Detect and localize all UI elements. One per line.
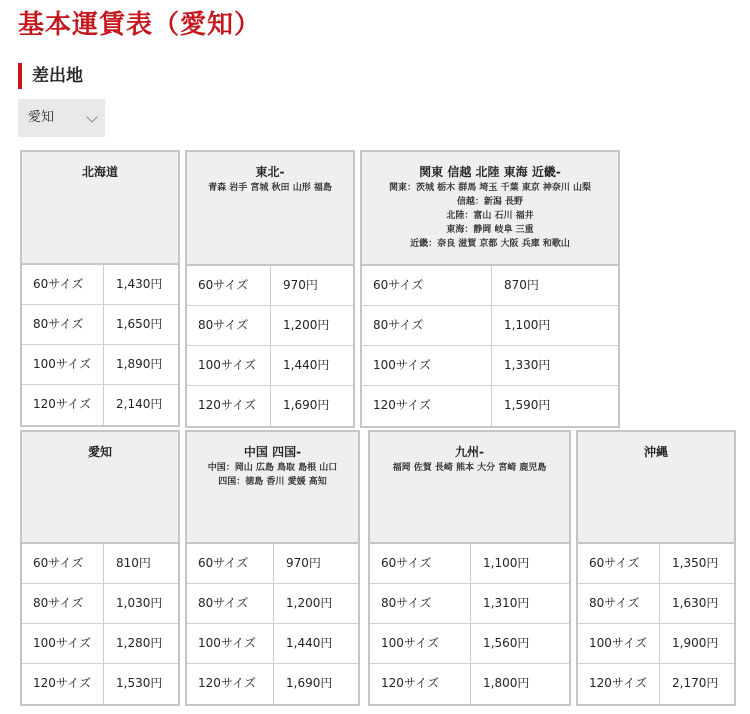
price-table	[22, 265, 178, 425]
region-card-kanto-kinki	[360, 150, 620, 428]
size-label: 100サイズ	[362, 346, 492, 385]
size-label: 100サイズ	[578, 624, 660, 663]
prefecture-list: 中国：岡山 広島 鳥取 島根 山口	[207, 463, 338, 473]
price-value: 1,350円	[672, 556, 719, 570]
page-title: 基本運賃表（愛知）	[18, 10, 262, 40]
prefecture-list: 四国：徳島 香川 愛媛 高知	[218, 477, 327, 487]
price-row	[187, 386, 353, 426]
size-label: 60サイズ	[187, 544, 274, 583]
region-header	[22, 432, 178, 544]
origin-section-heading: 差出地	[18, 63, 83, 89]
origin-select[interactable]	[18, 99, 105, 137]
size-label: 60サイズ	[22, 265, 104, 304]
prefecture-list: 福岡 佐賀 長崎 熊本 大分 宮崎 鹿児島	[392, 463, 547, 473]
size-label: 120サイズ	[187, 664, 274, 704]
size-label: 100サイズ	[187, 346, 271, 385]
price-row	[187, 306, 353, 346]
size-label: 100サイズ	[22, 624, 104, 663]
price-table	[578, 544, 734, 704]
prefecture-list: 近畿：奈良 滋賀 京都 大阪 兵庫 和歌山	[410, 239, 570, 249]
price-value: 1,900円	[672, 636, 719, 650]
price-table	[362, 266, 618, 426]
region-title: 愛知	[87, 445, 112, 459]
price-value: 1,100円	[504, 318, 551, 332]
price-row	[22, 345, 178, 385]
price-row	[578, 544, 734, 584]
price-row	[187, 584, 358, 624]
chevron-down-icon	[86, 111, 97, 122]
price-table	[22, 544, 178, 704]
region-card-tohoku	[185, 150, 355, 428]
size-label: 120サイズ	[578, 664, 660, 704]
region-card-aichi	[20, 430, 180, 706]
price-value: 1,030円	[116, 596, 163, 610]
price-row	[370, 664, 569, 704]
price-value: 1,690円	[283, 398, 330, 412]
price-value: 1,200円	[283, 318, 330, 332]
price-value: 1,430円	[116, 277, 163, 291]
region-card-okinawa	[576, 430, 736, 706]
size-label: 80サイズ	[578, 584, 660, 623]
price-value: 1,650円	[116, 317, 163, 331]
price-value: 1,280円	[116, 636, 163, 650]
size-label: 80サイズ	[22, 584, 104, 623]
region-title: 九州-	[455, 445, 484, 459]
price-row	[578, 664, 734, 704]
region-title: 中国 四国-	[243, 445, 302, 459]
price-value: 1,440円	[286, 636, 333, 650]
size-label: 60サイズ	[22, 544, 104, 583]
price-row	[187, 266, 353, 306]
size-label: 120サイズ	[362, 386, 492, 426]
size-label: 60サイズ	[187, 266, 271, 305]
price-value: 810円	[116, 556, 151, 570]
price-row	[22, 544, 178, 584]
price-value: 1,890円	[116, 357, 163, 371]
price-row	[370, 624, 569, 664]
price-row	[22, 664, 178, 704]
price-value: 1,800円	[483, 676, 530, 690]
region-card-chugoku-shikoku	[185, 430, 360, 706]
prefecture-list: 関東：茨城 栃木 群馬 埼玉 千葉 東京 神奈川 山梨	[389, 183, 591, 193]
size-label: 80サイズ	[22, 305, 104, 344]
price-row	[370, 544, 569, 584]
region-header	[362, 152, 618, 266]
size-label: 60サイズ	[362, 266, 492, 305]
price-row	[22, 385, 178, 425]
size-label: 120サイズ	[22, 385, 104, 425]
region-title: 北海道	[81, 165, 118, 179]
region-header	[370, 432, 569, 544]
size-label: 100サイズ	[187, 624, 274, 663]
price-value: 870円	[504, 278, 539, 292]
origin-select-value: 愛知	[28, 110, 55, 125]
region-card-kyushu	[368, 430, 571, 706]
price-row	[187, 346, 353, 386]
price-value: 1,310円	[483, 596, 530, 610]
price-row	[362, 266, 618, 306]
region-header	[187, 152, 353, 266]
prefecture-list: 信越：新潟 長野	[456, 197, 524, 207]
size-label: 120サイズ	[187, 386, 271, 426]
region-card-hokkaido	[20, 150, 180, 427]
price-row	[578, 624, 734, 664]
price-row	[370, 584, 569, 624]
size-label: 120サイズ	[370, 664, 471, 704]
price-row	[187, 624, 358, 664]
size-label: 60サイズ	[370, 544, 471, 583]
price-table	[187, 266, 353, 426]
price-value: 970円	[286, 556, 321, 570]
region-header	[578, 432, 734, 544]
price-row	[187, 664, 358, 704]
price-row	[22, 305, 178, 345]
price-value: 1,100円	[483, 556, 530, 570]
price-value: 2,140円	[116, 397, 163, 411]
price-row	[22, 624, 178, 664]
price-row	[362, 346, 618, 386]
size-label: 100サイズ	[22, 345, 104, 384]
price-value: 970円	[283, 278, 318, 292]
price-row	[22, 265, 178, 305]
prefecture-list: 東海：静岡 岐阜 三重	[446, 225, 534, 235]
price-table	[187, 544, 358, 704]
prefecture-list: 青森 岩手 宮城 秋田 山形 福島	[208, 183, 332, 193]
price-value: 1,630円	[672, 596, 719, 610]
prefecture-list: 北陸：富山 石川 福井	[446, 211, 534, 221]
region-header	[187, 432, 358, 544]
price-value: 1,440円	[283, 358, 330, 372]
region-title: 関東 信越 北陸 東海 近畿-	[419, 165, 561, 179]
price-row	[362, 306, 618, 346]
size-label: 80サイズ	[370, 584, 471, 623]
price-value: 1,590円	[504, 398, 551, 412]
region-title: 東北-	[255, 165, 285, 179]
price-row	[22, 584, 178, 624]
region-header	[22, 152, 178, 265]
size-label: 80サイズ	[362, 306, 492, 345]
size-label: 120サイズ	[22, 664, 104, 704]
size-label: 80サイズ	[187, 306, 271, 345]
price-value: 1,530円	[116, 676, 163, 690]
price-value: 1,200円	[286, 596, 333, 610]
price-value: 2,170円	[672, 676, 719, 690]
size-label: 100サイズ	[370, 624, 471, 663]
size-label: 80サイズ	[187, 584, 274, 623]
price-row	[187, 544, 358, 584]
price-value: 1,330円	[504, 358, 551, 372]
region-title: 沖縄	[643, 445, 668, 459]
price-table	[370, 544, 569, 704]
price-value: 1,560円	[483, 636, 530, 650]
size-label: 60サイズ	[578, 544, 660, 583]
price-row	[578, 584, 734, 624]
price-row	[362, 386, 618, 426]
price-value: 1,690円	[286, 676, 333, 690]
